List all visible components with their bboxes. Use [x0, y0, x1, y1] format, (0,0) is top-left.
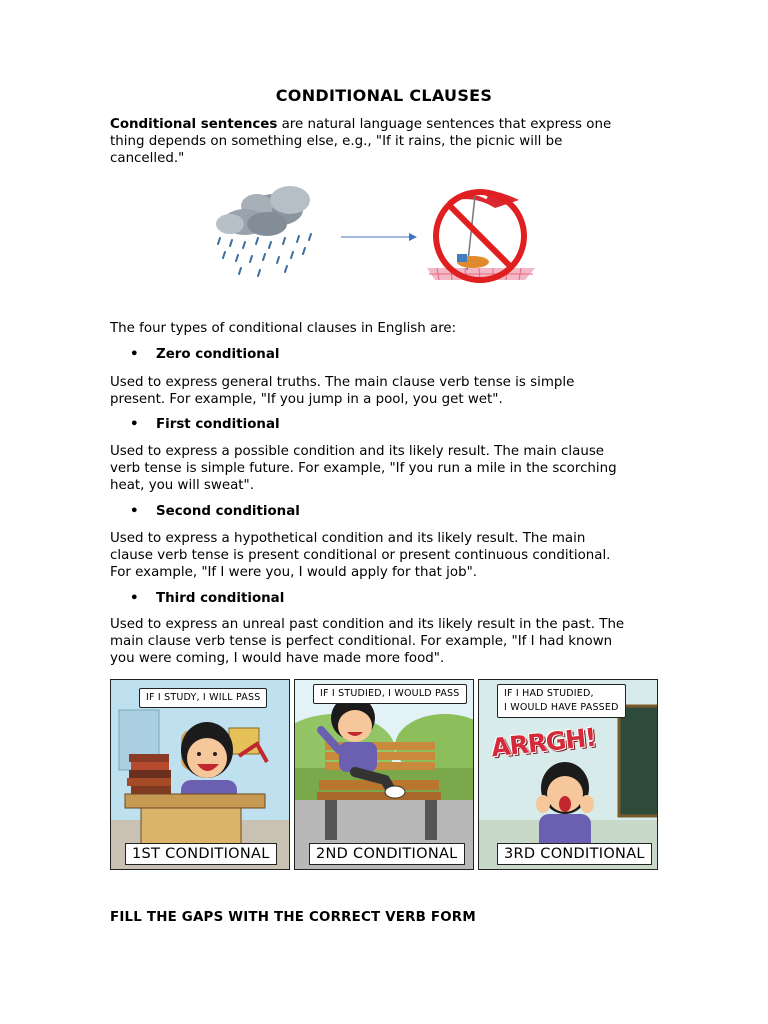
speech-bubble-2: [313, 684, 467, 704]
arrgh-exclamation: ARRGH!: [489, 722, 597, 763]
third-conditional-description: [110, 616, 658, 667]
bubble-line: IF I STUDY, I WILL PASS: [146, 692, 261, 703]
caption-2nd-conditional: 2ND CONDITIONAL: [309, 843, 465, 865]
bubble-line: IF I STUDIED, I WOULD PASS: [320, 688, 460, 699]
text-line: For example, "If I were you, I would apply for that job".: [110, 565, 477, 580]
bullet-third-conditional: [130, 591, 284, 606]
speech-bubble-1: [139, 688, 267, 708]
first-conditional-description: [110, 443, 658, 494]
bullet-dot: •: [130, 591, 139, 606]
exercise-instruction: FILL THE GAPS WITH THE CORRECT VERB FORM: [110, 910, 476, 925]
caption-1st-conditional: 1ST CONDITIONAL: [125, 843, 277, 865]
bullet-dot: •: [130, 347, 139, 362]
student-on-bench-icon: [295, 680, 474, 870]
text-line: Used to express a hypothetical condition and its likely result. The main: [110, 531, 586, 546]
rain-cloud-icon: [216, 186, 311, 276]
intro-bold-term: Conditional sentences: [110, 117, 278, 132]
bullet-label: First conditional: [156, 417, 280, 432]
text-line: main clause verb tense is perfect conditional. For example, "If I had known: [110, 634, 613, 649]
bullet-zero-conditional: [130, 347, 279, 362]
text-line: verb tense is simple future. For example, "If you run a mile in the scorching: [110, 461, 617, 476]
text-line: you were coming, I would have made more food".: [110, 651, 445, 666]
page-title: CONDITIONAL CLAUSES: [275, 86, 493, 105]
types-intro: The four types of conditional clauses in English are:: [110, 321, 457, 336]
bullet-first-conditional: [130, 417, 280, 432]
no-picnic-icon: [427, 189, 535, 280]
text-line: Used to express general truths. The main clause verb tense is simple: [110, 375, 575, 390]
text-line: Used to express an unreal past condition and its likely result in the past. The: [110, 617, 625, 632]
comic-panel-3: [478, 679, 658, 870]
text-line: present. For example, "If you jump in a pool, you get wet".: [110, 392, 503, 407]
intro-line-2: thing depends on something else, e.g., "If it rains, the picnic will be: [110, 134, 563, 149]
intro-line-1-rest: are natural language sentences that express one: [277, 117, 612, 132]
rain-to-no-picnic-illustration: [205, 180, 545, 290]
intro-line-3: cancelled.": [110, 151, 185, 166]
intro-line-1: [110, 116, 658, 133]
bullet-label: Zero conditional: [156, 347, 280, 362]
text-line: clause verb tense is present conditional or present continuous conditional.: [110, 548, 611, 563]
intro-paragraph: [110, 116, 658, 167]
caption-3rd-conditional: 3RD CONDITIONAL: [497, 843, 652, 865]
zero-conditional-description: [110, 374, 658, 408]
bullet-second-conditional: [130, 504, 300, 519]
arrow-icon: [341, 233, 417, 241]
bullet-dot: •: [130, 504, 139, 519]
bubble-line: IF I HAD STUDIED,: [504, 688, 594, 699]
bullet-label: Third conditional: [156, 591, 285, 606]
bubble-line: I WOULD HAVE PASSED: [504, 702, 619, 713]
student-studying-icon: [111, 680, 290, 870]
bullet-label: Second conditional: [156, 504, 300, 519]
second-conditional-description: [110, 530, 658, 581]
text-line: Used to express a possible condition and its likely result. The main clause: [110, 444, 605, 459]
bullet-dot: •: [130, 417, 139, 432]
text-line: heat, you will sweat".: [110, 478, 254, 493]
comic-panel-2: [294, 679, 474, 870]
conditionals-comic-strip: [110, 679, 658, 870]
speech-bubble-3: [497, 684, 626, 718]
comic-panel-1: [110, 679, 290, 870]
